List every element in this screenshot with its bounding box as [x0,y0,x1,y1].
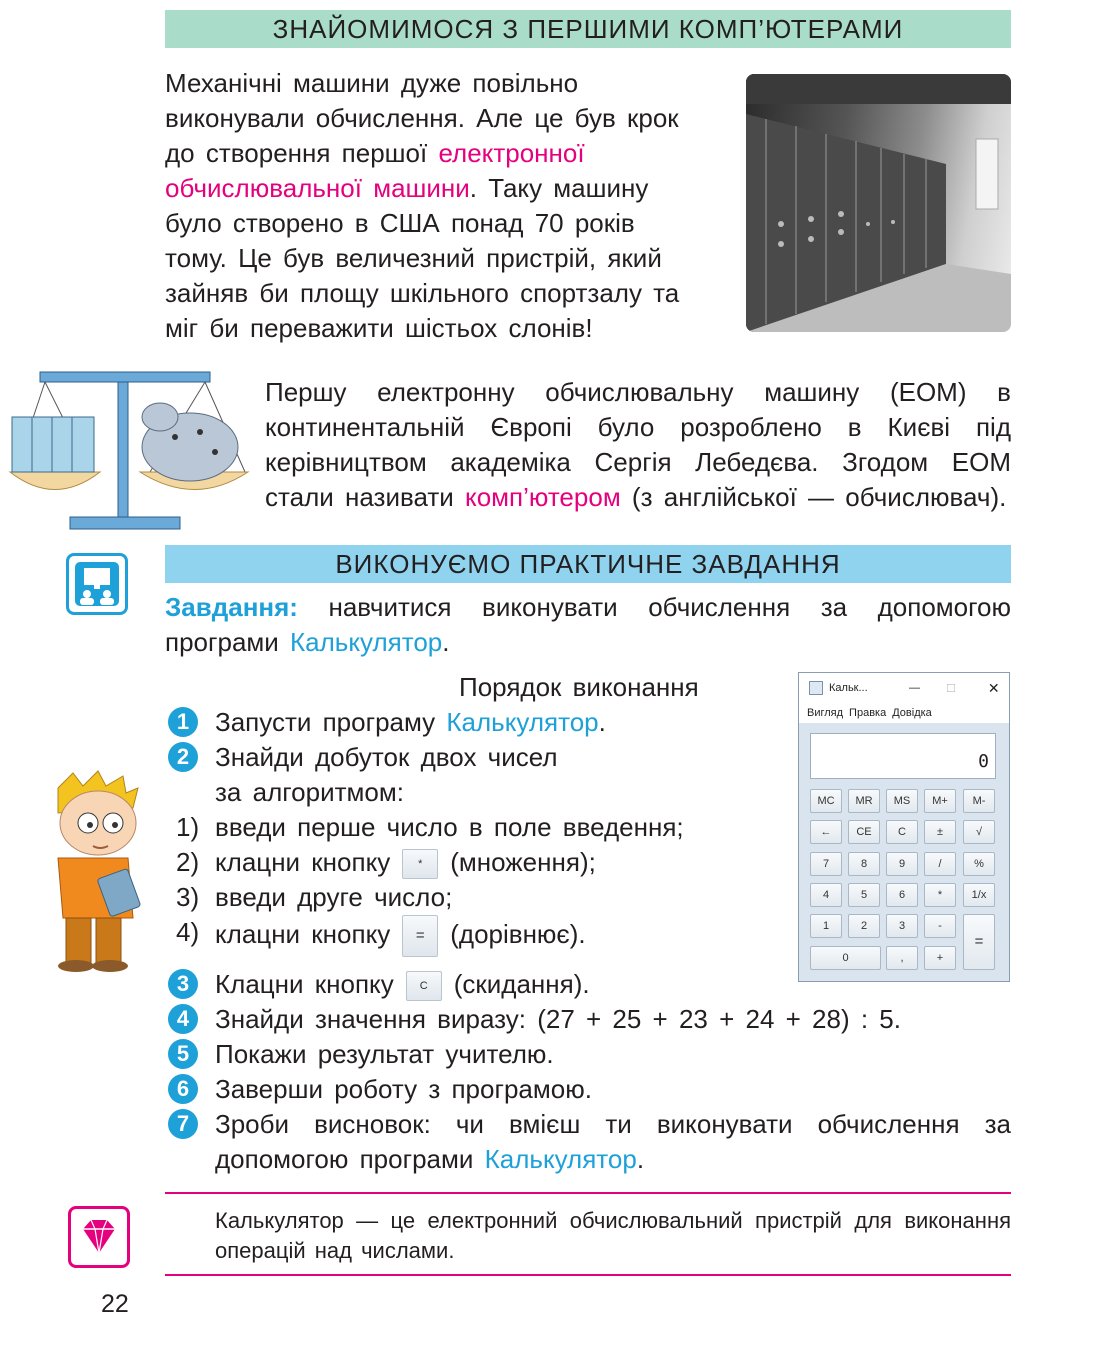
key-0[interactable]: 0 [810,946,881,970]
scale-illustration [0,362,250,532]
key-3[interactable]: 3 [886,914,918,938]
step-number: 5 [168,1039,198,1069]
key-equals[interactable]: = [963,914,995,970]
clear-key-image: C [406,971,442,1001]
eniac-photo [746,74,1011,332]
close-button[interactable]: ✕ [987,679,1000,696]
step-2: Знайди добуток двох чисел [215,742,558,772]
key-6[interactable]: 6 [886,883,918,907]
maximize-button[interactable]: ☐ [946,682,956,695]
computer-term: комп’ютером [465,482,621,512]
key-minus[interactable]: - [924,914,956,938]
step-number: 1 [168,707,198,737]
key-percent[interactable]: % [963,852,995,876]
key-ms[interactable]: MS [886,789,918,813]
step-7: Зроби висновок: чи вмієш ти виконувати обчислення за допомогою програми Калькулятор. [215,1109,1011,1174]
substep-number: 4) [176,917,200,947]
boy-with-calculator-illustration [18,768,168,973]
section-title-first-computers [165,10,1011,48]
step-number: 4 [168,1004,198,1034]
page-number: 22 [101,1290,129,1318]
task-statement: Завдання: навчитися виконувати обчислення за допомогою програми Калькулятор. [165,592,1011,657]
substep-1: введи перше число в поле введення; [215,812,684,842]
key-8[interactable]: 8 [848,852,880,876]
practice-icon [66,553,128,615]
key-4[interactable]: 4 [810,883,842,907]
calculator-title: Кальк... [829,682,868,694]
calculator-display: 0 [810,733,996,779]
step-3: Клацни кнопку C (скидання). [215,967,590,1002]
order-title: Порядок виконання [459,672,699,702]
key-divide[interactable]: / [924,852,956,876]
step-6: Заверши роботу з програмою. [215,1074,592,1104]
step-1: Запусти програму Калькулятор. [215,707,606,737]
menu-help[interactable]: Довідка [892,707,932,719]
multiply-key-image: * [402,849,438,879]
step-number: 2 [168,742,198,772]
key-plus[interactable]: + [924,946,956,970]
key-ce[interactable]: CE [848,820,880,844]
menu-view[interactable]: Вигляд [807,707,844,719]
key-c[interactable]: C [886,820,918,844]
step-5: Покажи результат учителю. [215,1039,554,1069]
menu-edit[interactable]: Правка [849,707,887,719]
calculator-menu [799,703,1009,723]
key-mr[interactable]: MR [848,789,880,813]
key-plusminus[interactable]: ± [924,820,956,844]
section-title-text: ВИКОНУЄМО ПРАКТИЧНЕ ЗАВДАННЯ [335,548,841,579]
step-number: 7 [168,1109,198,1139]
key-9[interactable]: 9 [886,852,918,876]
key-comma[interactable]: , [886,946,918,970]
key-2[interactable]: 2 [848,914,880,938]
definition-text: Калькулятор — це електронний обчислювальний пристрій для виконання операцій над числами. [215,1208,1011,1263]
step-number: 6 [168,1074,198,1104]
substep-number: 1) [176,812,200,842]
calculator-link: Калькулятор [484,1144,637,1174]
key-5[interactable]: 5 [848,883,880,907]
section-title-practical-task [165,545,1011,583]
step-number: 3 [168,969,198,999]
calculator-window [798,672,1010,982]
key-sqrt[interactable]: √ [963,820,995,844]
intro-paragraph: Механічні машини дуже повільно виконували обчислення. Але це був крок до створення першої електронної обчислювальної машини. Таку машину було створено в США понад 70 років тому. Це був величезний пристрій, який зайняв би площу шкільного спортзалу та міг би переважити шістьох слонів! [165,68,680,343]
definition-bottom-rule [165,1274,1011,1276]
key-7[interactable]: 7 [810,852,842,876]
substep-number: 2) [176,847,200,877]
definition-top-rule [165,1192,1011,1194]
substep-number: 3) [176,882,200,912]
key-multiply[interactable]: * [924,883,956,907]
section-title-text: ЗНАЙОМИМОСЯ З ПЕРШИМИ КОМП’ЮТЕРАМИ [272,13,904,44]
key-1[interactable]: 1 [810,914,842,938]
diamond-icon [68,1206,130,1268]
calculator-link: Калькулятор [446,707,599,737]
calculator-titlebar [799,673,1009,703]
equals-key-image: = [402,915,438,957]
key-mminus[interactable]: M- [963,789,995,813]
key-mplus[interactable]: M+ [924,789,956,813]
substep-3: введи друге число; [215,882,453,912]
key-reciprocal[interactable]: 1/x [963,883,995,907]
substep-2: клацни кнопку * (множення); [215,845,596,880]
substep-4: клацни кнопку = (дорівнює). [215,915,586,957]
highlight-term: електронної обчислювальної машини [165,138,585,203]
minimize-button[interactable]: — [909,682,920,694]
key-mc[interactable]: MC [810,789,842,813]
calculator-link: Калькулятор [290,627,443,657]
step-2-cont: за алгоритмом: [215,777,404,807]
calculator-app-icon [809,681,823,695]
eom-paragraph: Першу електронну обчислювальну машину (ЕОМ) в континентальній Європі було розроблено в Києві під керівництвом академіка Сергія Лебедєва. Згодом ЕОМ стали називати комп’ютером (з англійської — обчислювач). [265,377,1011,512]
key-backspace[interactable]: ← [810,820,842,844]
step-4: Знайди значення виразу: (27 + 25 + 23 + 24 + 28) : 5. [215,1004,901,1034]
task-label: Завдання: [165,592,298,622]
